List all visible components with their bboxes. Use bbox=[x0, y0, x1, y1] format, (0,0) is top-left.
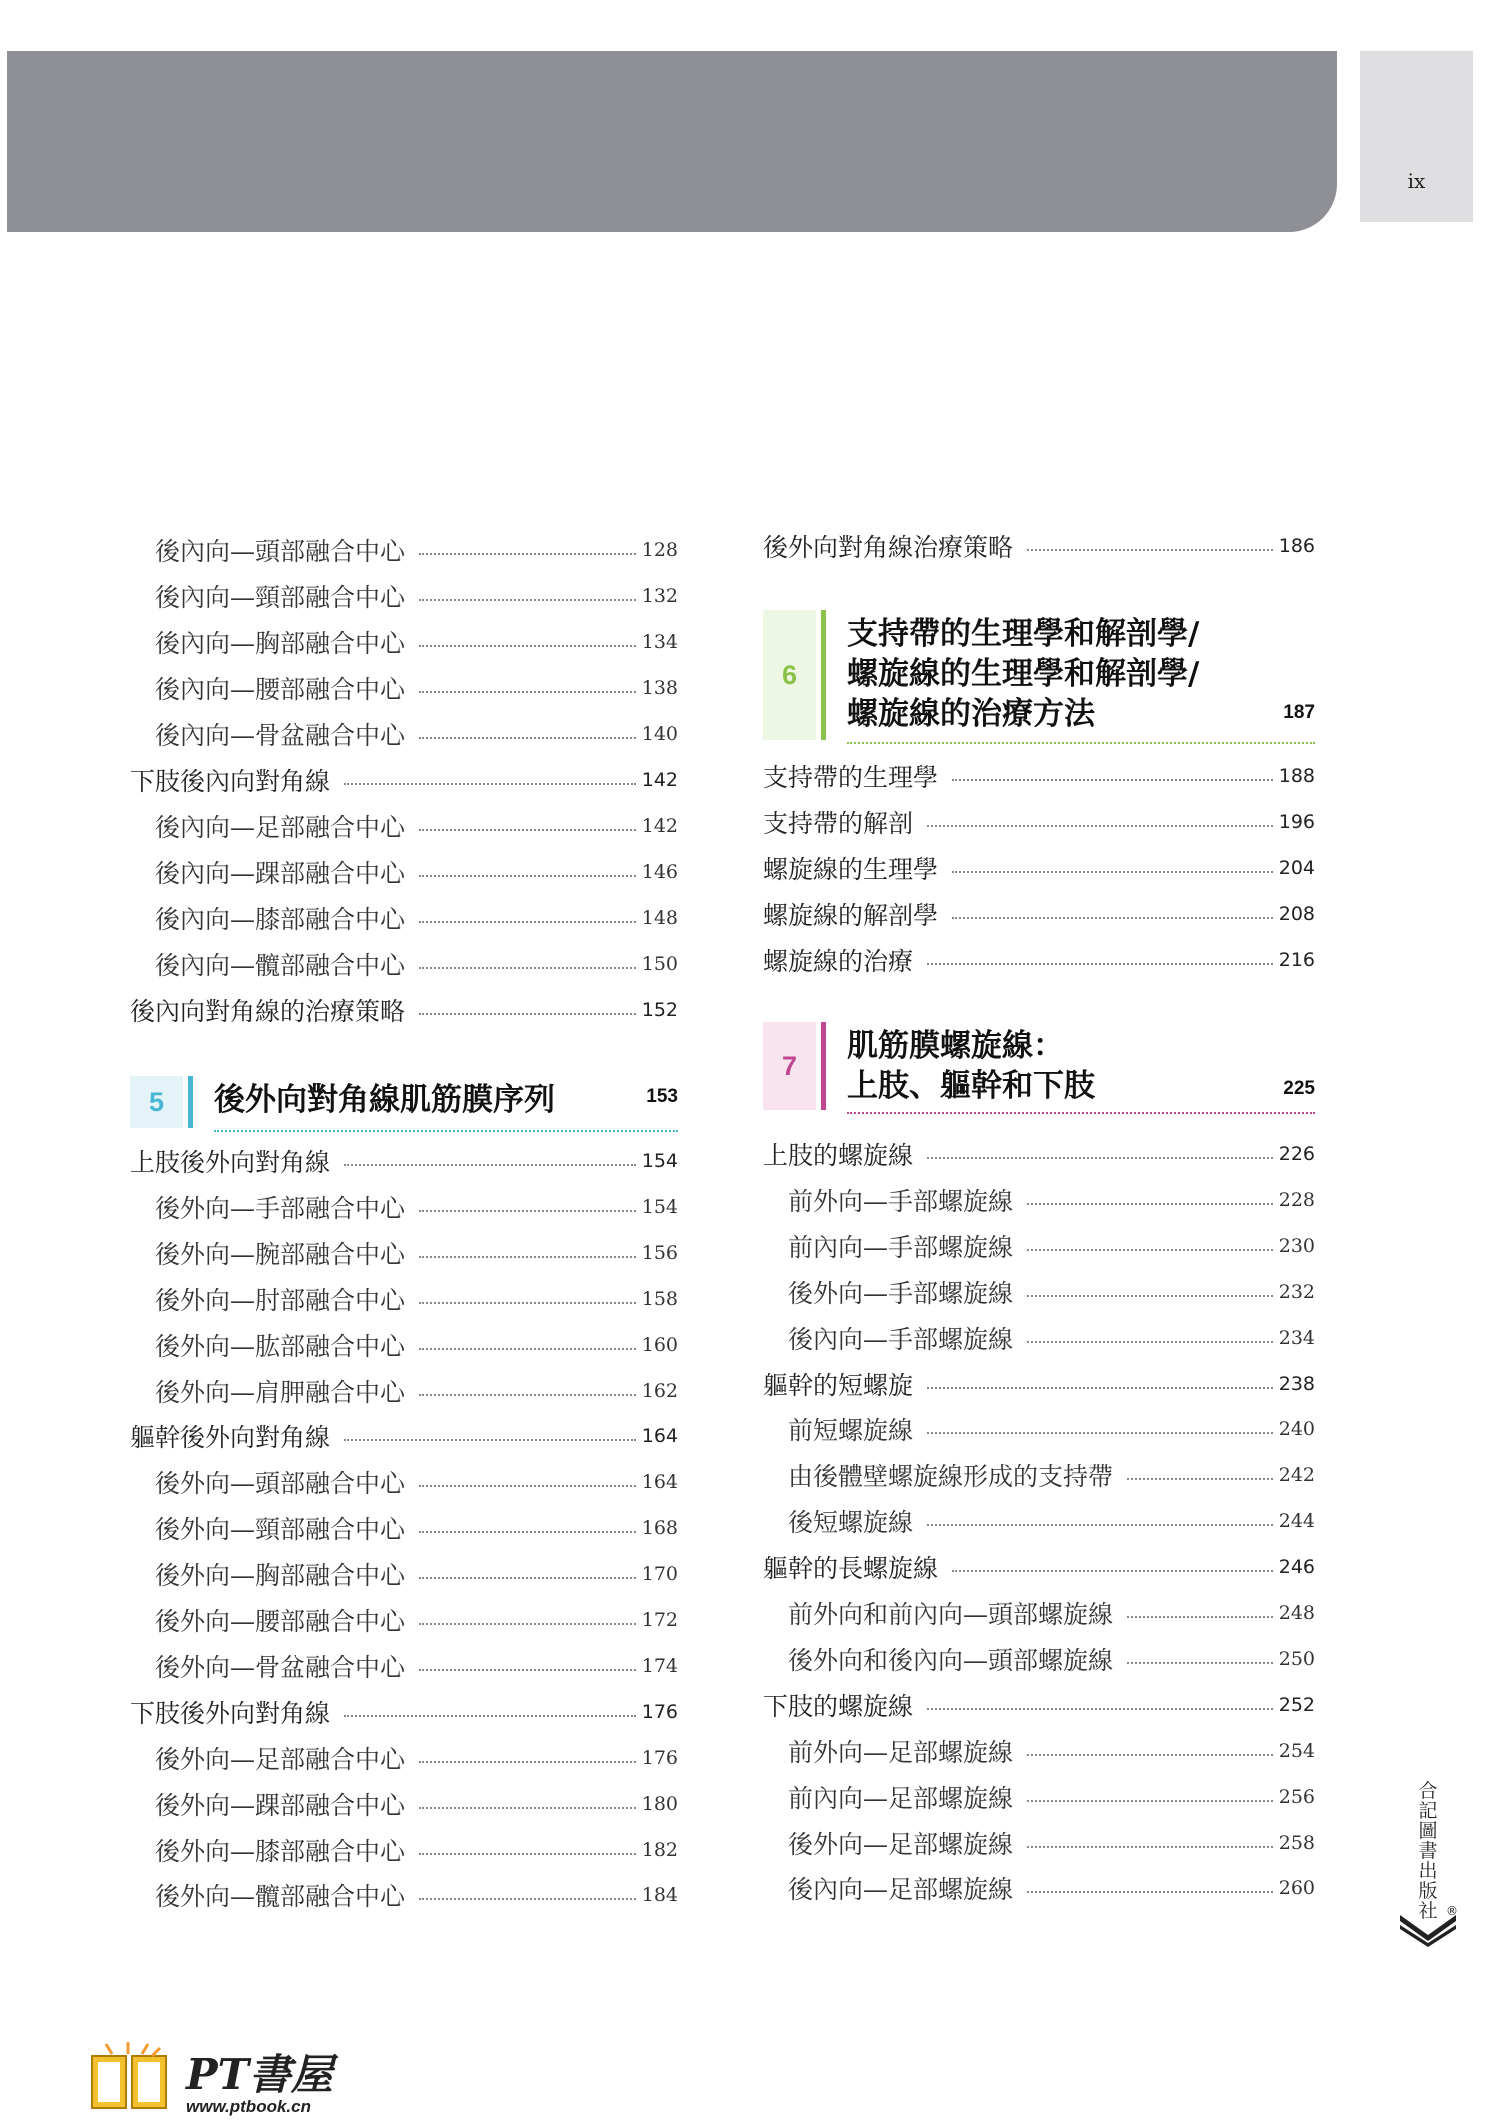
toc-entry-title: 後外向對角線治療策略 bbox=[763, 533, 1014, 562]
dot-leader bbox=[1127, 1662, 1273, 1664]
header-band bbox=[7, 51, 1337, 232]
dot-leader bbox=[1027, 1846, 1273, 1848]
dot-leader bbox=[927, 1524, 1273, 1526]
toc-entry-page: 154 bbox=[641, 1195, 678, 1218]
watermark-name: PT書屋 bbox=[186, 2050, 333, 2099]
toc-entry-title: 軀幹的長螺旋線 bbox=[763, 1554, 939, 1584]
dot-leader bbox=[419, 1531, 636, 1533]
toc-entry-page: 176 bbox=[641, 1700, 678, 1723]
toc-entry-title: 後外向—腰部融合中心 bbox=[155, 1607, 406, 1636]
toc-entry-title: 後外向—膝部融合中心 bbox=[155, 1836, 406, 1866]
toc-entry-page: 180 bbox=[641, 1792, 678, 1815]
dot-leader bbox=[344, 783, 636, 785]
chapter-title-line: 支持帶的生理學和解剖學/ bbox=[847, 616, 1200, 652]
toc-entry-title: 前內向—足部螺旋線 bbox=[788, 1783, 1014, 1813]
toc-entry[interactable] bbox=[763, 1134, 1315, 1174]
toc-entry-page: 160 bbox=[641, 1333, 678, 1356]
dot-leader bbox=[1027, 549, 1273, 551]
chapter-accent-bar bbox=[188, 1076, 193, 1128]
toc-entry[interactable] bbox=[763, 940, 1315, 980]
page-number: ix bbox=[1407, 169, 1426, 193]
toc-entry-title: 前外向—足部螺旋線 bbox=[788, 1737, 1014, 1767]
dot-leader bbox=[419, 1898, 636, 1900]
toc-entry[interactable] bbox=[155, 1187, 678, 1227]
toc-entry[interactable] bbox=[155, 1600, 678, 1640]
dot-leader bbox=[419, 1485, 636, 1487]
toc-entry[interactable] bbox=[155, 1325, 678, 1365]
toc-entry-page: 146 bbox=[641, 861, 678, 883]
toc-entry-page: 240 bbox=[1278, 1418, 1315, 1441]
toc-entry-title: 下肢後外向對角線 bbox=[130, 1698, 331, 1728]
toc-entry-title: 後外向—頭部融合中心 bbox=[155, 1469, 406, 1499]
toc-entry[interactable] bbox=[788, 1226, 1315, 1266]
toc-entry-title: 後內向對角線的治療策略 bbox=[130, 997, 406, 1026]
toc-entry-title: 後外向—手部螺旋線 bbox=[788, 1278, 1014, 1308]
toc-entry-title: 後內向—踝部融合中心 bbox=[155, 859, 406, 888]
dot-leader bbox=[419, 1623, 636, 1625]
toc-entry-title: 後外向—踝部融合中心 bbox=[155, 1790, 406, 1820]
toc-entry[interactable] bbox=[155, 1646, 678, 1686]
page-tab bbox=[1360, 51, 1473, 222]
toc-entry-title: 軀幹後外向對角線 bbox=[130, 1423, 331, 1453]
toc-entry[interactable] bbox=[130, 760, 678, 800]
toc-entry-title: 螺旋線的生理學 bbox=[763, 855, 939, 884]
watermark-url: www.ptbook.cn bbox=[186, 2097, 311, 2116]
dot-leader bbox=[1027, 1249, 1273, 1251]
toc-entry-title: 後外向—肱部融合中心 bbox=[155, 1331, 406, 1361]
toc-entry[interactable] bbox=[155, 668, 678, 708]
toc-entry-title: 後外向—肩胛融合中心 bbox=[155, 1377, 406, 1407]
dot-leader bbox=[952, 871, 1273, 873]
dot-leader bbox=[1027, 1295, 1273, 1297]
dot-leader bbox=[927, 1157, 1273, 1159]
toc-entry-title: 後外向—骨盆融合中心 bbox=[155, 1652, 406, 1682]
toc-entry[interactable] bbox=[788, 1455, 1315, 1495]
toc-entry[interactable] bbox=[788, 1868, 1315, 1908]
toc-entry-page: 228 bbox=[1278, 1188, 1315, 1211]
dot-leader bbox=[1027, 1203, 1273, 1205]
dot-leader bbox=[1027, 1341, 1273, 1343]
dot-leader bbox=[927, 1387, 1273, 1389]
dot-leader bbox=[344, 1164, 636, 1166]
toc-entry[interactable] bbox=[763, 1685, 1315, 1725]
toc-entry[interactable] bbox=[155, 530, 678, 570]
toc-entry[interactable] bbox=[130, 990, 678, 1030]
toc-entry-page: 238 bbox=[1278, 1372, 1315, 1395]
dot-leader bbox=[419, 1256, 636, 1258]
toc-entry-page: 158 bbox=[641, 1287, 678, 1310]
dot-leader bbox=[419, 1394, 636, 1396]
toc-entry-title: 後內向—髖部融合中心 bbox=[155, 951, 406, 980]
toc-entry-title: 後外向—腕部融合中心 bbox=[155, 1239, 406, 1269]
dot-leader bbox=[419, 691, 636, 693]
toc-entry-page: 140 bbox=[641, 723, 678, 745]
dot-leader bbox=[927, 825, 1273, 827]
toc-entry-title: 後外向—髖部融合中心 bbox=[155, 1882, 406, 1912]
toc-entry-page: 142 bbox=[641, 769, 678, 791]
toc-entry[interactable] bbox=[155, 898, 678, 938]
toc-entry[interactable] bbox=[155, 622, 678, 662]
toc-entry[interactable] bbox=[788, 1180, 1315, 1220]
toc-entry-page: 162 bbox=[641, 1379, 678, 1402]
publisher-name: 合記圖書出版社 bbox=[1418, 1780, 1438, 1922]
dot-leader bbox=[419, 1210, 636, 1212]
dot-leader bbox=[927, 1708, 1273, 1710]
toc-entry-title: 後內向—足部融合中心 bbox=[155, 813, 406, 842]
toc-entry-page: 250 bbox=[1278, 1647, 1315, 1670]
toc-entry-page: 150 bbox=[641, 953, 678, 975]
dot-leader bbox=[419, 1807, 636, 1809]
dot-leader bbox=[419, 829, 636, 831]
toc-entry-page: 246 bbox=[1278, 1556, 1315, 1579]
toc-entry-title: 前短螺旋線 bbox=[788, 1416, 914, 1446]
chapter-number: 6 bbox=[763, 610, 816, 740]
toc-entry-title: 後內向—頭部融合中心 bbox=[155, 537, 406, 566]
toc-entry-page: 244 bbox=[1278, 1510, 1315, 1533]
toc-entry-title: 後內向—胸部融合中心 bbox=[155, 629, 406, 658]
toc-entry[interactable] bbox=[155, 1554, 678, 1594]
toc-entry[interactable] bbox=[788, 1501, 1315, 1541]
toc-entry-title: 前外向和前內向—頭部螺旋線 bbox=[788, 1600, 1114, 1629]
chapter-number: 5 bbox=[130, 1076, 183, 1128]
toc-entry[interactable] bbox=[155, 1875, 678, 1915]
dot-leader bbox=[419, 645, 636, 647]
toc-entry-page: 154 bbox=[641, 1150, 678, 1172]
toc-entry-page: 252 bbox=[1278, 1693, 1315, 1716]
toc-entry[interactable] bbox=[155, 576, 678, 616]
toc-entry-page: 176 bbox=[641, 1746, 678, 1769]
toc-entry[interactable] bbox=[155, 944, 678, 984]
chapter-title: 後外向對角線肌筋膜序列 bbox=[214, 1082, 555, 1118]
chapter-page: 225 bbox=[1283, 1078, 1315, 1099]
toc-entry-page: 132 bbox=[641, 585, 678, 607]
dot-leader bbox=[1127, 1616, 1273, 1618]
toc-entry-page: 156 bbox=[641, 1241, 678, 1264]
chapter-page: 187 bbox=[1283, 702, 1315, 723]
toc-entry-page: 230 bbox=[1278, 1234, 1315, 1257]
toc-entry-page: 152 bbox=[641, 999, 678, 1021]
toc-entry-page: 234 bbox=[1278, 1326, 1315, 1349]
dot-leader bbox=[419, 921, 636, 923]
toc-entry[interactable] bbox=[788, 1639, 1315, 1679]
toc-entry-title: 後內向—頸部融合中心 bbox=[155, 583, 406, 612]
toc-entry[interactable] bbox=[763, 756, 1315, 796]
dot-leader bbox=[419, 875, 636, 877]
dot-leader bbox=[952, 1570, 1273, 1572]
dot-leader bbox=[1027, 1800, 1273, 1802]
toc-entry[interactable] bbox=[155, 1830, 678, 1870]
toc-entry-title: 後內向—足部螺旋線 bbox=[788, 1875, 1014, 1905]
toc-entry-title: 由後體壁螺旋線形成的支持帶 bbox=[788, 1462, 1114, 1492]
chapter-underline bbox=[847, 742, 1315, 744]
toc-entry-page: 186 bbox=[1278, 535, 1315, 557]
toc-entry-page: 164 bbox=[641, 1471, 678, 1494]
registered-mark: ® bbox=[1446, 1904, 1458, 1918]
toc-entry-page: 208 bbox=[1278, 903, 1315, 925]
toc-entry[interactable] bbox=[763, 526, 1315, 566]
chapter-title-line: 螺旋線的生理學和解剖學/ bbox=[847, 656, 1200, 692]
toc-entry-title: 螺旋線的治療 bbox=[763, 947, 914, 976]
publisher-logo-icon bbox=[1398, 1913, 1458, 1949]
toc-entry-title: 後外向—頸部融合中心 bbox=[155, 1515, 406, 1545]
dot-leader bbox=[419, 1761, 636, 1763]
chapter-title-line: 上肢、軀幹和下肢 bbox=[847, 1068, 1095, 1104]
toc-entry[interactable] bbox=[788, 1272, 1315, 1312]
toc-entry[interactable] bbox=[155, 1462, 678, 1502]
toc-entry[interactable] bbox=[155, 1508, 678, 1548]
toc-entry-page: 242 bbox=[1278, 1464, 1315, 1487]
toc-entry[interactable] bbox=[155, 1279, 678, 1319]
toc-entry-title: 後外向—肘部融合中心 bbox=[155, 1285, 406, 1315]
toc-entry-title: 後外向—手部融合中心 bbox=[155, 1193, 406, 1223]
toc-entry-page: 216 bbox=[1278, 949, 1315, 971]
toc-entry[interactable] bbox=[155, 1784, 678, 1824]
toc-entry-page: 174 bbox=[641, 1654, 678, 1677]
toc-entry[interactable] bbox=[763, 894, 1315, 934]
chapter-underline bbox=[214, 1130, 678, 1132]
toc-entry-page: 196 bbox=[1278, 811, 1315, 833]
toc-entry-page: 164 bbox=[641, 1425, 678, 1448]
dot-leader bbox=[419, 1302, 636, 1304]
toc-entry[interactable] bbox=[155, 806, 678, 846]
dot-leader bbox=[952, 779, 1273, 781]
toc-entry-title: 後內向—腰部融合中心 bbox=[155, 675, 406, 704]
dot-leader bbox=[419, 1853, 636, 1855]
chapter-number: 7 bbox=[763, 1022, 816, 1110]
toc-entry[interactable] bbox=[763, 848, 1315, 888]
dot-leader bbox=[419, 1348, 636, 1350]
toc-entry-page: 170 bbox=[641, 1563, 678, 1586]
dot-leader bbox=[419, 737, 636, 739]
toc-entry[interactable] bbox=[788, 1318, 1315, 1358]
toc-entry-page: 248 bbox=[1278, 1602, 1315, 1624]
toc-entry[interactable] bbox=[130, 1141, 678, 1181]
toc-entry-page: 138 bbox=[641, 677, 678, 699]
toc-entry-page: 188 bbox=[1278, 765, 1315, 787]
bookshelf-logo-icon bbox=[88, 2040, 178, 2110]
toc-entry[interactable] bbox=[155, 1371, 678, 1411]
dot-leader bbox=[344, 1715, 636, 1717]
toc-entry-page: 184 bbox=[641, 1884, 678, 1907]
toc-entry[interactable] bbox=[788, 1593, 1315, 1633]
toc-entry-page: 148 bbox=[641, 907, 678, 929]
toc-entry-page: 182 bbox=[641, 1838, 678, 1861]
toc-entry-page: 204 bbox=[1278, 857, 1315, 879]
toc-entry-title: 下肢的螺旋線 bbox=[763, 1691, 914, 1721]
toc-entry[interactable] bbox=[788, 1409, 1315, 1449]
toc-entry[interactable] bbox=[763, 1547, 1315, 1587]
toc-entry[interactable] bbox=[155, 1233, 678, 1273]
dot-leader bbox=[952, 917, 1273, 919]
toc-entry-title: 上肢的螺旋線 bbox=[763, 1141, 914, 1170]
toc-entry-title: 後外向—胸部融合中心 bbox=[155, 1561, 406, 1591]
dot-leader bbox=[1027, 1754, 1273, 1756]
toc-entry-title: 螺旋線的解剖學 bbox=[763, 901, 939, 930]
toc-entry-title: 後短螺旋線 bbox=[788, 1508, 914, 1538]
toc-entry[interactable] bbox=[788, 1823, 1315, 1863]
toc-entry-page: 134 bbox=[641, 631, 678, 653]
toc-entry-title: 前外向—手部螺旋線 bbox=[788, 1186, 1014, 1216]
dot-leader bbox=[419, 599, 636, 601]
toc-entry-page: 256 bbox=[1278, 1785, 1315, 1808]
dot-leader bbox=[419, 553, 636, 555]
toc-entry[interactable] bbox=[763, 802, 1315, 842]
toc-entry-title: 後內向—手部螺旋線 bbox=[788, 1324, 1014, 1354]
toc-entry-page: 232 bbox=[1278, 1280, 1315, 1303]
dot-leader bbox=[1027, 1891, 1273, 1893]
toc-entry-title: 支持帶的解剖 bbox=[763, 809, 914, 838]
toc-entry-title: 支持帶的生理學 bbox=[763, 763, 939, 792]
dot-leader bbox=[927, 963, 1273, 965]
toc-entry-page: 128 bbox=[641, 539, 678, 561]
toc-entry[interactable] bbox=[763, 1364, 1315, 1404]
toc-entry[interactable] bbox=[155, 1738, 678, 1778]
dot-leader bbox=[419, 1669, 636, 1671]
toc-entry-page: 142 bbox=[641, 815, 678, 837]
toc-entry-page: 172 bbox=[641, 1609, 678, 1631]
toc-entry-title: 後外向和後內向—頭部螺旋線 bbox=[788, 1645, 1114, 1675]
toc-entry-title: 上肢後外向對角線 bbox=[130, 1148, 331, 1177]
toc-entry-page: 226 bbox=[1278, 1143, 1315, 1165]
toc-entry-page: 258 bbox=[1278, 1831, 1315, 1854]
toc-entry-title: 後內向—骨盆融合中心 bbox=[155, 721, 406, 750]
toc-entry[interactable] bbox=[155, 714, 678, 754]
toc-entry[interactable] bbox=[788, 1731, 1315, 1771]
dot-leader bbox=[344, 1439, 636, 1441]
toc-entry-title: 後外向—足部融合中心 bbox=[155, 1744, 406, 1774]
chapter-accent-bar bbox=[821, 610, 826, 740]
toc-entry-page: 260 bbox=[1278, 1877, 1315, 1900]
dot-leader bbox=[419, 1577, 636, 1579]
toc-entry-title: 下肢後內向對角線 bbox=[130, 767, 331, 796]
toc-entry-title: 軀幹的短螺旋 bbox=[763, 1370, 914, 1400]
dot-leader bbox=[419, 967, 636, 969]
toc-entry-title: 後內向—膝部融合中心 bbox=[155, 905, 406, 934]
toc-entry[interactable] bbox=[130, 1416, 678, 1456]
toc-entry-title: 前內向—手部螺旋線 bbox=[788, 1232, 1014, 1262]
chapter-title-line: 螺旋線的治療方法 bbox=[847, 696, 1095, 732]
chapter-accent-bar bbox=[821, 1022, 826, 1110]
dot-leader bbox=[1127, 1478, 1273, 1480]
toc-entry[interactable] bbox=[788, 1777, 1315, 1817]
chapter-underline bbox=[847, 1112, 1315, 1114]
toc-entry[interactable] bbox=[155, 852, 678, 892]
toc-entry-title: 後外向—足部螺旋線 bbox=[788, 1829, 1014, 1859]
toc-entry-page: 168 bbox=[641, 1517, 678, 1540]
chapter-title-line: 肌筋膜螺旋線： bbox=[847, 1028, 1064, 1064]
dot-leader bbox=[419, 1013, 636, 1015]
dot-leader bbox=[927, 1432, 1273, 1434]
toc-entry-page: 254 bbox=[1278, 1739, 1315, 1762]
toc-entry[interactable] bbox=[130, 1692, 678, 1732]
chapter-page: 153 bbox=[646, 1086, 678, 1107]
